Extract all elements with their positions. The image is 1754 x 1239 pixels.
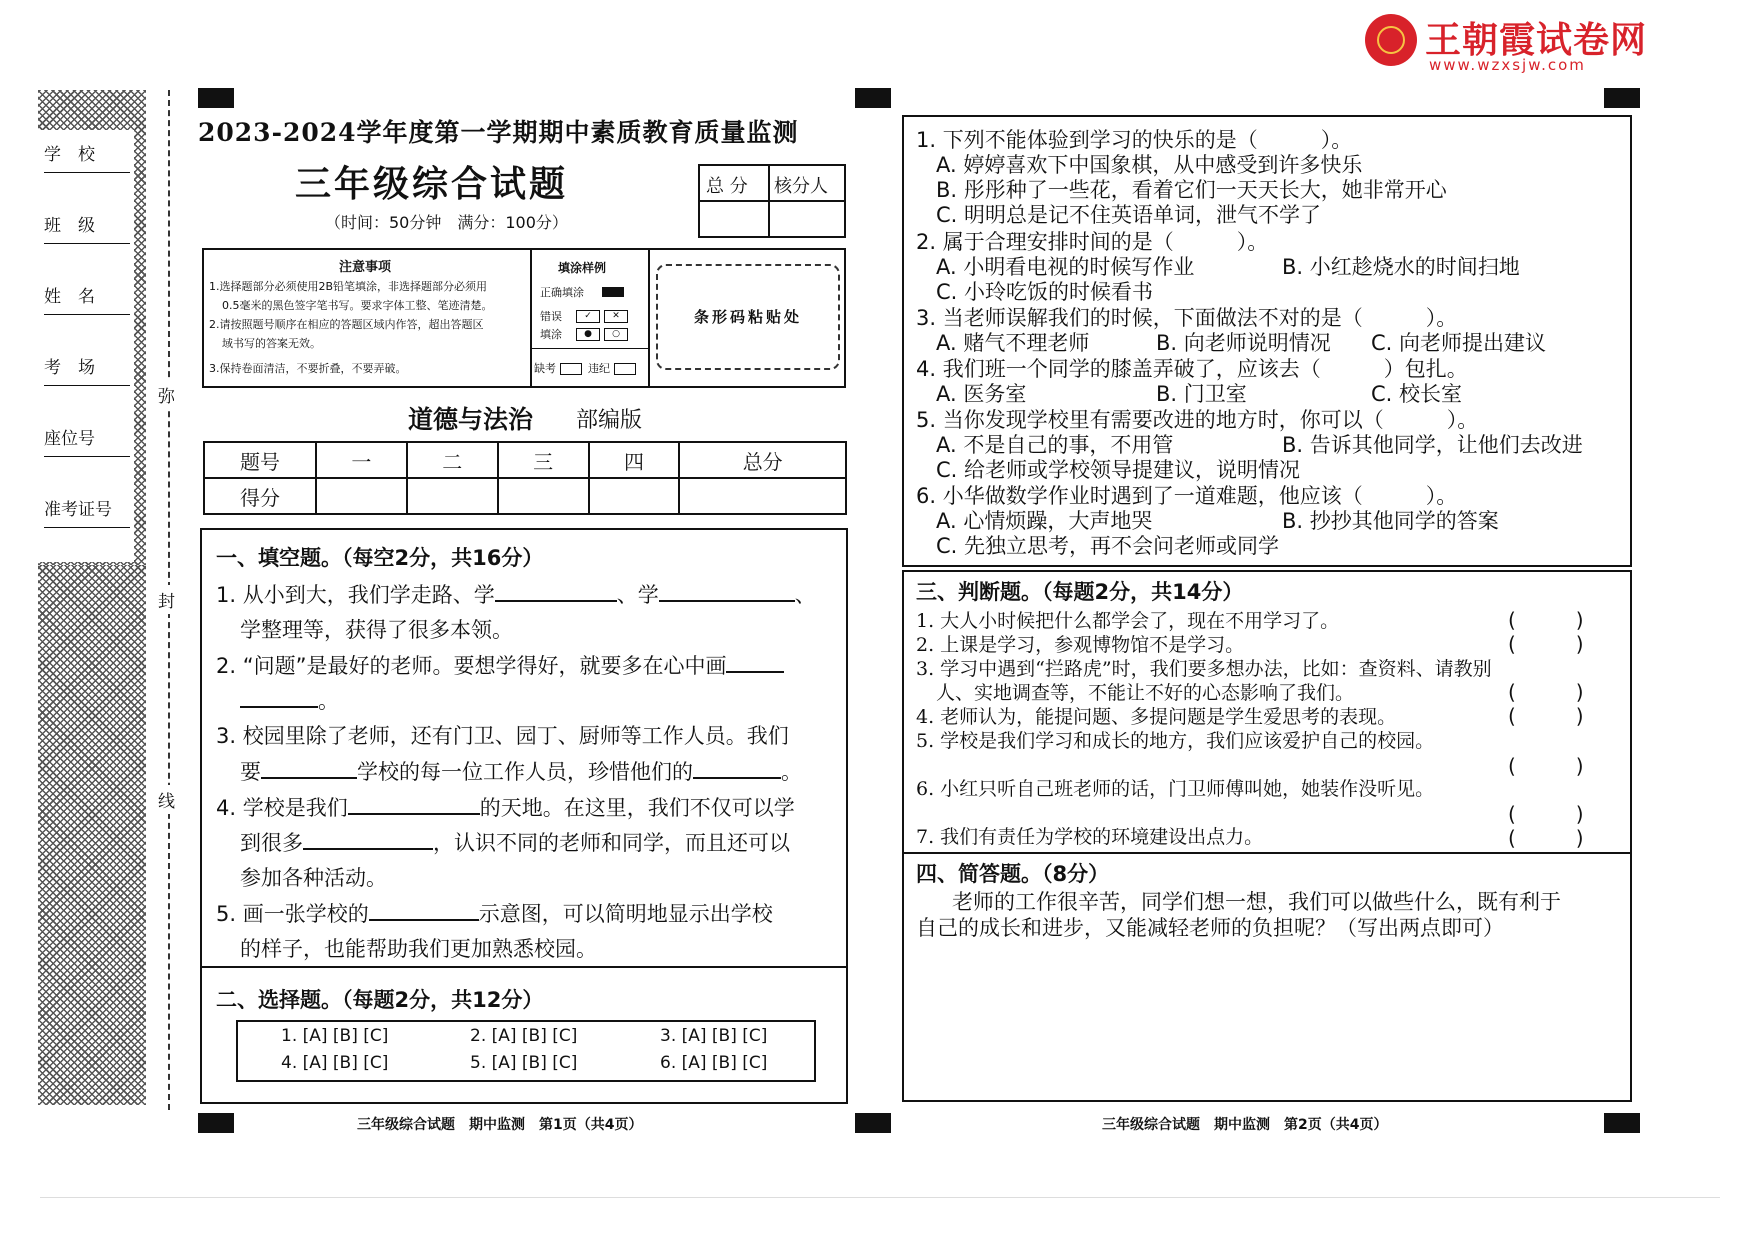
fill-blank[interactable] <box>261 755 357 779</box>
notice-title: 注意事项 <box>339 260 392 275</box>
logo-seal-icon <box>1365 14 1417 66</box>
score-box-checker-label: 核分人 <box>774 176 828 197</box>
fill-blank[interactable] <box>495 578 617 602</box>
score-box <box>698 164 846 238</box>
wrong-dot-icon: ● <box>576 328 600 341</box>
seal-char-2: 封 <box>158 585 175 614</box>
score-cell[interactable] <box>589 478 680 514</box>
score-table-header: 三 <box>498 442 589 478</box>
notice-box <box>202 248 846 388</box>
judge-answer[interactable]: ( ) <box>1508 632 1584 656</box>
question-2: 2. 属于合理安排时间的是（ ）。 A. 小明看电视的时候写作业 B. 小红趁烧水的时间扫地 C. 小玲吃饭的时候看书 <box>916 230 1520 304</box>
score-table-header: 总分 <box>679 442 846 478</box>
exam-subtitle: 三年级综合试题 <box>295 163 569 205</box>
fill-blank[interactable] <box>369 897 479 921</box>
notice-item: 域书写的答案无效。 <box>222 337 321 350</box>
answer-area[interactable] <box>916 950 1616 1090</box>
reg-mark <box>1604 88 1640 108</box>
reg-mark <box>855 1113 891 1133</box>
fill-line-8: 到很多 ，认识不同的老师和同学，而且还可以 <box>240 826 790 857</box>
reg-mark <box>198 1113 234 1133</box>
section4-text-2: 自己的成长和进步，又能减轻老师的负担呢？（写出两点即可） <box>916 916 1504 940</box>
barcode-label: 条形码粘贴处 <box>693 308 802 326</box>
fill-line-5: 3. 校园里除了老师，还有门卫、园丁、厨师等工作人员。我们 <box>216 724 789 748</box>
question-1: 1. 下列不能体验到学习的快乐的是（ ）。 A. 婷婷喜欢下中国象棋，从中感受到许多快乐 B. 彤彤种了一些花，看着它们一天天长大，她非常开心 C. 明明总是记不住英语单词，泄气不学了 <box>916 128 1447 227</box>
fill-sample-title: 填涂样例 <box>558 261 607 275</box>
judge-item: 5. 学校是我们学习和成长的地方，我们应该爱护自己的校园。 <box>916 730 1435 752</box>
notice-item: 0.5毫米的黑色签字笔书写。要求字体工整、笔迹清楚。 <box>222 299 493 312</box>
score-cell[interactable] <box>498 478 589 514</box>
footer-left: 三年级综合试题 期中监测 第1页（共4页） <box>357 1117 643 1133</box>
judge-item: 人、实地调查等，不能让不好的心态影响了我们。 <box>936 682 1355 704</box>
answer-choice[interactable]: 6. [A] [B] [C] <box>660 1053 768 1073</box>
judge-answer[interactable]: ( ) <box>1508 608 1584 632</box>
fill-line-10: 5. 画一张学校的 示意图，可以简明地显示出学校 <box>216 897 773 928</box>
fill-line-3: 2. “问题”是最好的老师。要想学得好，就要多在心中画 <box>216 649 784 680</box>
logo-name: 王朝霞试卷网 <box>1425 20 1648 61</box>
fill-sample-correct: 正确填涂 <box>540 286 584 299</box>
score-cell[interactable] <box>407 478 498 514</box>
judge-item: 4. 老师认为，能提问题、多提问题是学生爱思考的表现。 <box>916 706 1397 728</box>
reg-mark <box>198 88 234 108</box>
site-logo <box>1365 10 1675 76</box>
wrong-check-icon: ✓ <box>576 310 600 323</box>
seal-char-3: 线 <box>158 785 175 814</box>
judge-answer[interactable]: ( ) <box>1508 704 1584 728</box>
fill-sample-wrong1: 错误 <box>540 310 562 323</box>
section4-text-1: 老师的工作很辛苦，同学们想一想，我们可以做些什么，既有利于 <box>952 890 1561 914</box>
fill-blank[interactable] <box>240 684 318 708</box>
score-table-header: 二 <box>407 442 498 478</box>
answer-choice[interactable]: 1. [A] [B] [C] <box>281 1026 389 1046</box>
wrong-cross-icon: ✕ <box>604 310 628 323</box>
judge-answer[interactable]: ( ) <box>1508 802 1584 826</box>
judge-item: 6. 小红只听自己班老师的话，门卫师傅叫她，她装作没听见。 <box>916 778 1435 800</box>
subject-name: 道德与法治 <box>408 405 534 434</box>
judge-item: 1. 大人小时候把什么都学会了，现在不用学习了。 <box>916 610 1340 632</box>
score-table-header: 四 <box>589 442 680 478</box>
notice-item: 2.请按照题号顺序在相应的答题区域内作答，超出答题区 <box>209 318 484 331</box>
barcode-area <box>656 264 840 370</box>
judge-answer[interactable]: ( ) <box>1508 826 1584 850</box>
wrong-circle-icon: ○ <box>604 328 628 341</box>
fill-line-9: 参加各种活动。 <box>240 866 387 890</box>
sidebar-field-2: 班 级 <box>44 211 130 244</box>
sidebar-field-1: 学 校 <box>44 140 130 173</box>
fill-sample-wrong2: 填涂 <box>540 328 562 341</box>
section4-heading: 四、简答题。（8分） <box>916 862 1110 886</box>
fill-line-2: 学整理等，获得了很多本领。 <box>240 618 513 642</box>
absent-box[interactable] <box>560 363 582 375</box>
score-table-label: 得分 <box>204 478 316 514</box>
notice-item: 1.选择题部分必须使用2B铅笔填涂，非选择题部分必须用 <box>209 280 488 293</box>
score-cell[interactable] <box>679 478 846 514</box>
sidebar-field-6: 准考证号 <box>44 495 130 528</box>
absent-label: 缺考 <box>534 362 556 375</box>
time-info: （时间：50分钟 满分：100分） <box>325 213 568 232</box>
answer-choice[interactable]: 2. [A] [B] [C] <box>470 1026 578 1046</box>
violation-label: 违纪 <box>588 362 610 375</box>
subject-edition: 部编版 <box>576 408 643 433</box>
score-box-total-label: 总 分 <box>706 176 748 197</box>
question-6: 6. 小华做数学作业时遇到了一道难题，他应该（ ）。 A. 心情烦躁，大声地哭 B. 抄抄其他同学的答案 C. 先独立思考，再不会问老师或同学 <box>916 484 1499 558</box>
fill-line-6: 要 学校的每一位工作人员，珍惜他们的 。 <box>240 755 802 786</box>
sidebar-field-4: 考 场 <box>44 353 130 386</box>
fill-line-11: 的样子，也能帮助我们更加熟悉校园。 <box>240 937 597 961</box>
notice-item: 3.保持卷面清洁，不要折叠，不要弄破。 <box>209 362 407 375</box>
score-cell[interactable] <box>316 478 407 514</box>
answer-choice[interactable]: 5. [A] [B] [C] <box>470 1053 578 1073</box>
score-table <box>203 441 847 515</box>
fill-blank[interactable] <box>726 649 784 673</box>
sidebar-hatch-bottom <box>38 565 146 1105</box>
fill-line-4: 。 <box>240 684 339 715</box>
logo-url: www.wzxsjw.com <box>1429 56 1586 74</box>
section1-heading: 一、填空题。（每空2分，共16分） <box>216 546 544 570</box>
fill-line-1: 1. 从小到大，我们学走路、学 、学 、 <box>216 578 816 609</box>
question-4: 4. 我们班一个同学的膝盖弄破了，应该去（ ）包扎。 A. 医务室 B. 门卫室 C. 校长室 <box>916 357 1468 406</box>
judge-answer[interactable]: ( ) <box>1508 680 1584 704</box>
sidebar-field-5: 座位号 <box>44 424 130 457</box>
fill-blank[interactable] <box>303 826 433 850</box>
judge-item: 7. 我们有责任为学校的环境建设出点力。 <box>916 826 1264 848</box>
question-3: 3. 当老师误解我们的时候，下面做法不对的是（ ）。 A. 赌气不理老师 B. 向老师说明情况 C. 向老师提出建议 <box>916 306 1547 355</box>
score-table-header: 一 <box>316 442 407 478</box>
answer-choice[interactable]: 4. [A] [B] [C] <box>281 1053 389 1073</box>
judge-answer[interactable]: ( ) <box>1508 754 1584 778</box>
fill-blank[interactable] <box>693 755 781 779</box>
judge-item: 3. 学习中遇到“拦路虎”时，我们要多想办法，比如：查资料、请教别 <box>916 658 1492 680</box>
page-bottom-rule <box>40 1197 1720 1198</box>
judge-item: 2. 上课是学习，参观博物馆不是学习。 <box>916 634 1245 656</box>
fill-line-7: 4. 学校是我们 的天地。在这里，我们不仅可以学 <box>216 791 795 822</box>
reg-mark <box>855 88 891 108</box>
section3-heading: 三、判断题。（每题2分，共14分） <box>916 580 1244 604</box>
section2-heading: 二、选择题。（每题2分，共12分） <box>216 988 544 1012</box>
reg-mark <box>1604 1113 1640 1133</box>
answer-choice[interactable]: 3. [A] [B] [C] <box>660 1026 768 1046</box>
score-table-header: 题号 <box>204 442 316 478</box>
correct-fill-icon <box>602 287 624 297</box>
fill-blank[interactable] <box>659 578 795 602</box>
footer-right: 三年级综合试题 期中监测 第2页（共4页） <box>1102 1117 1388 1133</box>
sidebar-field-3: 姓 名 <box>44 282 130 315</box>
fill-blank[interactable] <box>348 791 480 815</box>
seal-char-1: 弥 <box>158 380 175 409</box>
violation-box[interactable] <box>614 363 636 375</box>
exam-title: 2023-2024学年度第一学期期中素质教育质量监测 <box>198 118 799 147</box>
question-5: 5. 当你发现学校里有需要改进的地方时，你可以（ ）。 A. 不是自己的事，不用管 B. 告诉其他同学，让他们去改进 C. 给老师或学校领导提建议，说明情况 <box>916 408 1583 482</box>
